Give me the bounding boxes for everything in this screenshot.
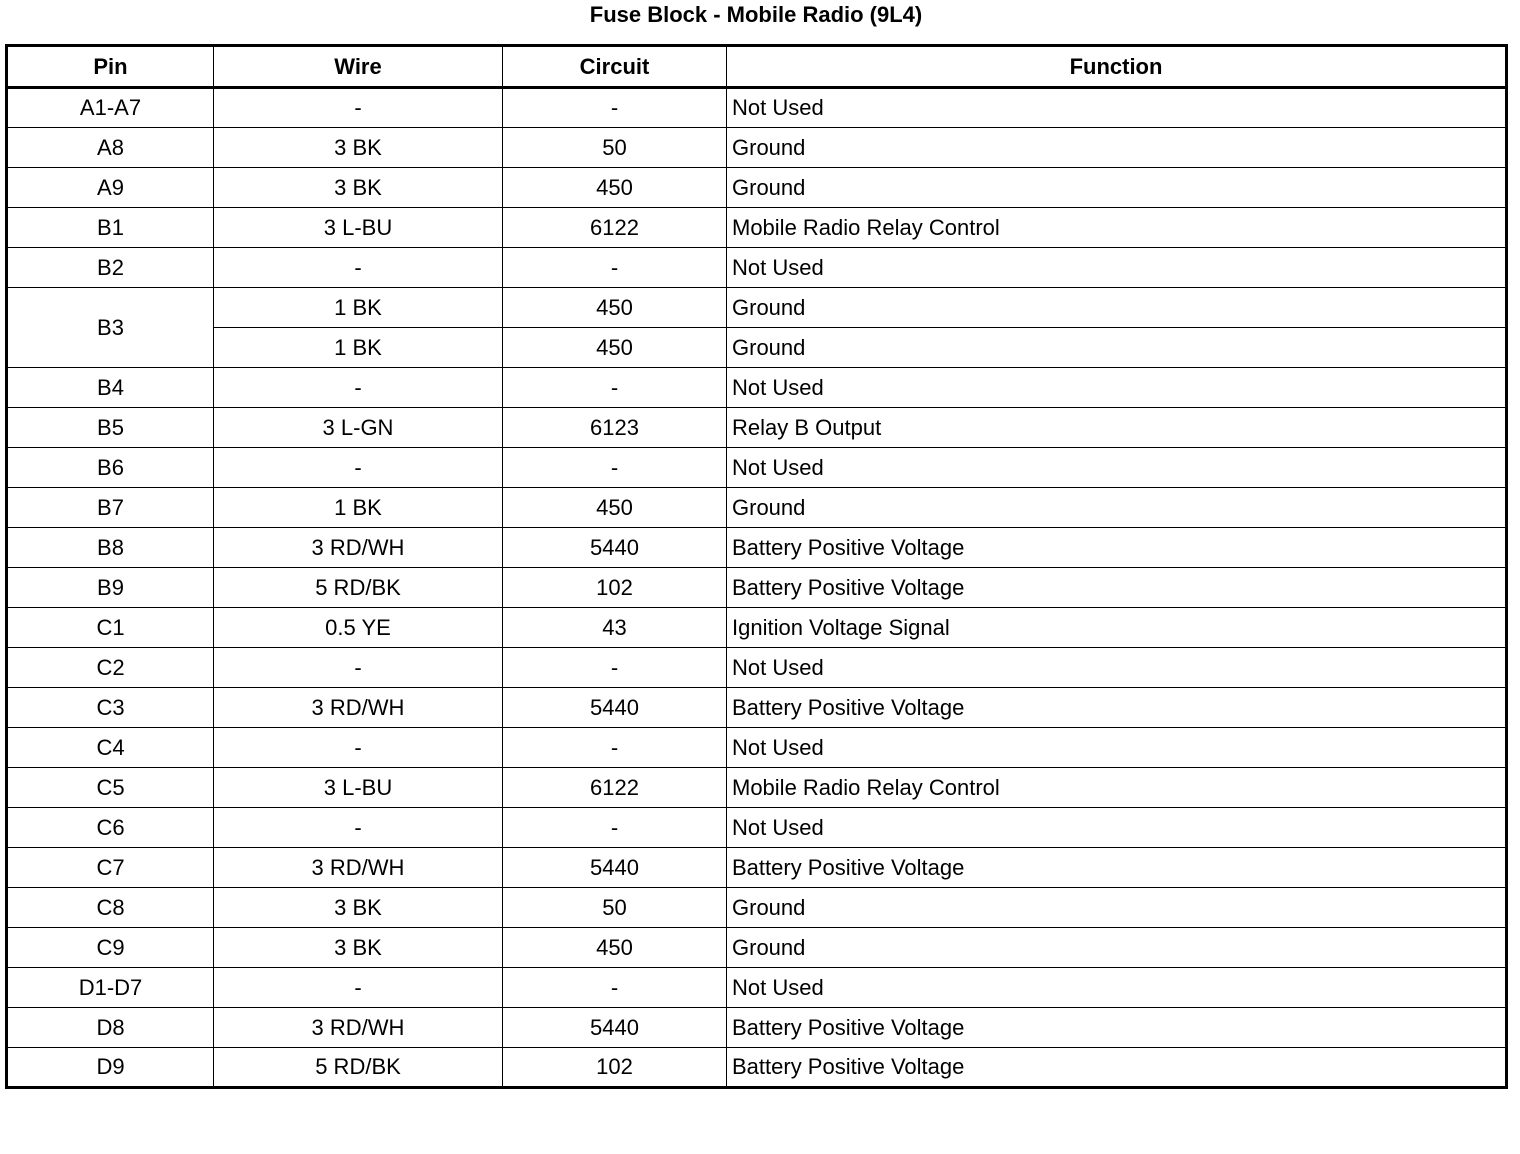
table-row xyxy=(7,968,1507,1008)
column-header-function: Function xyxy=(727,46,1507,88)
table-row xyxy=(7,648,1507,688)
table-row xyxy=(7,408,1507,448)
cell-circuit: - xyxy=(503,88,727,128)
cell-pin: C4 xyxy=(7,728,214,768)
table-row xyxy=(7,728,1507,768)
cell-wire: - xyxy=(214,248,503,288)
cell-circuit: 6122 xyxy=(503,768,727,808)
table-row xyxy=(7,368,1507,408)
cell-wire: 3 BK xyxy=(214,888,503,928)
cell-wire: 1 BK xyxy=(214,328,503,368)
table-row xyxy=(7,448,1507,488)
table-row xyxy=(7,928,1507,968)
cell-wire: 3 BK xyxy=(214,928,503,968)
cell-circuit: 5440 xyxy=(503,688,727,728)
cell-wire: 5 RD/BK xyxy=(214,568,503,608)
cell-function: Battery Positive Voltage xyxy=(727,688,1507,728)
table-row xyxy=(7,608,1507,648)
cell-pin: A9 xyxy=(7,168,214,208)
cell-function: Not Used xyxy=(727,968,1507,1008)
cell-wire: - xyxy=(214,448,503,488)
column-header-pin: Pin xyxy=(7,46,214,88)
cell-function: Ground xyxy=(727,888,1507,928)
table-row xyxy=(7,488,1507,528)
cell-wire: - xyxy=(214,728,503,768)
cell-circuit: 450 xyxy=(503,168,727,208)
cell-function: Battery Positive Voltage xyxy=(727,848,1507,888)
cell-function: Ground xyxy=(727,288,1507,328)
column-header-circuit: Circuit xyxy=(503,46,727,88)
cell-pin: C6 xyxy=(7,808,214,848)
cell-circuit: 450 xyxy=(503,288,727,328)
table-row xyxy=(7,568,1507,608)
cell-function: Not Used xyxy=(727,368,1507,408)
table-row xyxy=(7,528,1507,568)
cell-function: Ground xyxy=(727,328,1507,368)
cell-pin: C7 xyxy=(7,848,214,888)
cell-pin: B4 xyxy=(7,368,214,408)
cell-pin: B6 xyxy=(7,448,214,488)
cell-circuit: - xyxy=(503,968,727,1008)
cell-pin: B2 xyxy=(7,248,214,288)
cell-pin: B8 xyxy=(7,528,214,568)
cell-pin: B9 xyxy=(7,568,214,608)
table-row xyxy=(7,208,1507,248)
cell-pin: C5 xyxy=(7,768,214,808)
cell-circuit: 102 xyxy=(503,1048,727,1088)
table-row xyxy=(7,88,1507,128)
cell-function: Battery Positive Voltage xyxy=(727,528,1507,568)
cell-circuit: - xyxy=(503,728,727,768)
cell-pin: A1-A7 xyxy=(7,88,214,128)
cell-pin: C3 xyxy=(7,688,214,728)
cell-pin: C2 xyxy=(7,648,214,688)
cell-pin: B7 xyxy=(7,488,214,528)
cell-wire: - xyxy=(214,648,503,688)
table-row xyxy=(7,1008,1507,1048)
table-row xyxy=(7,808,1507,848)
cell-circuit: 5440 xyxy=(503,1008,727,1048)
cell-circuit: 43 xyxy=(503,608,727,648)
table-row xyxy=(7,168,1507,208)
cell-function: Ground xyxy=(727,488,1507,528)
cell-function: Mobile Radio Relay Control xyxy=(727,768,1507,808)
cell-circuit: - xyxy=(503,368,727,408)
cell-circuit: 6122 xyxy=(503,208,727,248)
table-row xyxy=(7,1048,1507,1088)
page-title: Fuse Block - Mobile Radio (9L4) xyxy=(589,2,923,27)
cell-wire: 1 BK xyxy=(214,488,503,528)
cell-circuit: 50 xyxy=(503,888,727,928)
cell-wire: 3 RD/WH xyxy=(214,528,503,568)
connector-pin-table xyxy=(5,44,1508,1089)
cell-wire: 3 RD/WH xyxy=(214,688,503,728)
cell-wire: 5 RD/BK xyxy=(214,1048,503,1088)
cell-circuit: 450 xyxy=(503,488,727,528)
cell-circuit: 102 xyxy=(503,568,727,608)
table-row xyxy=(7,768,1507,808)
table-row xyxy=(7,848,1507,888)
cell-pin: D1-D7 xyxy=(7,968,214,1008)
cell-pin: B3 xyxy=(7,288,214,368)
cell-pin: B5 xyxy=(7,408,214,448)
cell-pin: D9 xyxy=(7,1048,214,1088)
cell-function: Mobile Radio Relay Control xyxy=(727,208,1507,248)
cell-circuit: - xyxy=(503,808,727,848)
cell-pin: B1 xyxy=(7,208,214,248)
table-row xyxy=(7,288,1507,328)
cell-circuit: 5440 xyxy=(503,848,727,888)
cell-pin: D8 xyxy=(7,1008,214,1048)
cell-circuit: - xyxy=(503,648,727,688)
cell-function: Not Used xyxy=(727,648,1507,688)
cell-function: Not Used xyxy=(727,728,1507,768)
table-row xyxy=(7,688,1507,728)
cell-wire: 3 L-BU xyxy=(214,208,503,248)
cell-function: Not Used xyxy=(727,448,1507,488)
cell-wire: 1 BK xyxy=(214,288,503,328)
cell-function: Ground xyxy=(727,168,1507,208)
cell-wire: 3 BK xyxy=(214,168,503,208)
cell-pin: C1 xyxy=(7,608,214,648)
cell-function: Not Used xyxy=(727,808,1507,848)
column-header-wire: Wire xyxy=(214,46,503,88)
cell-circuit: 50 xyxy=(503,128,727,168)
cell-circuit: - xyxy=(503,448,727,488)
cell-circuit: 5440 xyxy=(503,528,727,568)
cell-wire: - xyxy=(214,808,503,848)
cell-wire: 3 L-GN xyxy=(214,408,503,448)
cell-pin: C8 xyxy=(7,888,214,928)
cell-wire: 3 RD/WH xyxy=(214,1008,503,1048)
cell-wire: - xyxy=(214,968,503,1008)
cell-wire: 0.5 YE xyxy=(214,608,503,648)
table-row xyxy=(7,328,1507,368)
cell-wire: - xyxy=(214,88,503,128)
cell-function: Battery Positive Voltage xyxy=(727,1048,1507,1088)
cell-function: Battery Positive Voltage xyxy=(727,1008,1507,1048)
cell-function: Not Used xyxy=(727,248,1507,288)
cell-function: Relay B Output xyxy=(727,408,1507,448)
table-row xyxy=(7,888,1507,928)
cell-function: Ignition Voltage Signal xyxy=(727,608,1507,648)
cell-wire: - xyxy=(214,368,503,408)
cell-circuit: - xyxy=(503,248,727,288)
cell-wire: 3 RD/WH xyxy=(214,848,503,888)
table-body xyxy=(7,88,1507,1088)
table-header-row xyxy=(7,46,1507,88)
cell-circuit: 450 xyxy=(503,928,727,968)
cell-function: Ground xyxy=(727,128,1507,168)
cell-function: Ground xyxy=(727,928,1507,968)
cell-function: Not Used xyxy=(727,88,1507,128)
cell-wire: 3 L-BU xyxy=(214,768,503,808)
table-row xyxy=(7,128,1507,168)
cell-function: Battery Positive Voltage xyxy=(727,568,1507,608)
cell-wire: 3 BK xyxy=(214,128,503,168)
cell-pin: C9 xyxy=(7,928,214,968)
cell-circuit: 6123 xyxy=(503,408,727,448)
table-row xyxy=(7,248,1507,288)
cell-circuit: 450 xyxy=(503,328,727,368)
cell-pin: A8 xyxy=(7,128,214,168)
